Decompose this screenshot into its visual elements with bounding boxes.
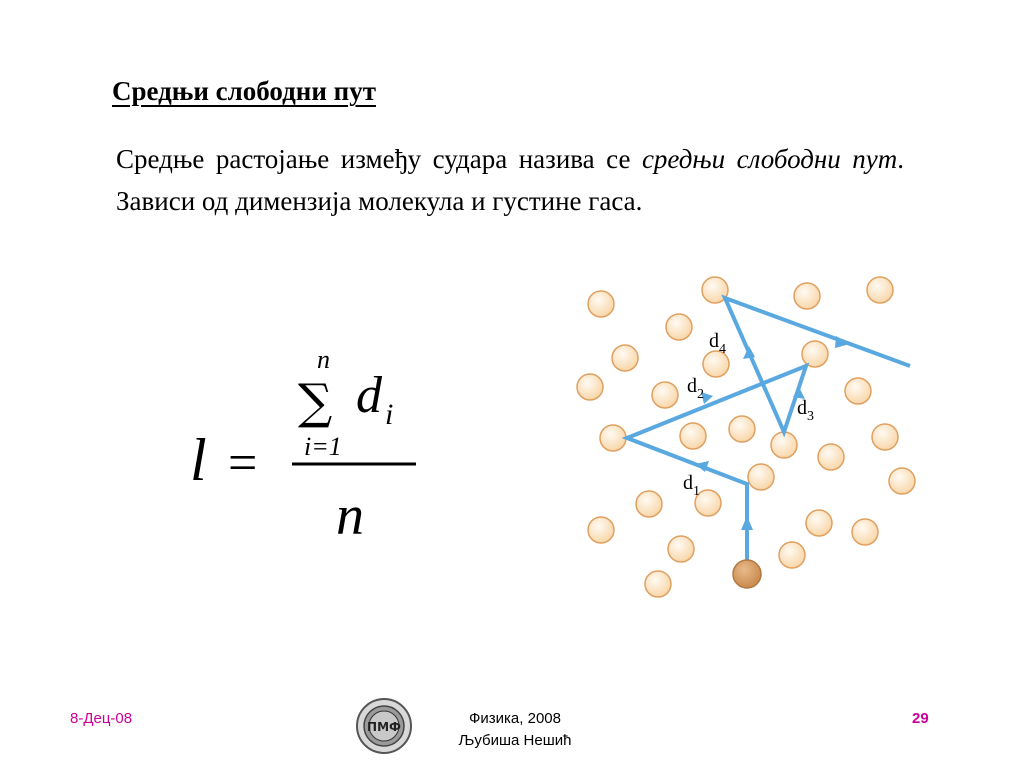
paragraph-italic-term: средњи слободни пут	[641, 144, 898, 174]
molecule	[802, 341, 828, 367]
label-d2: $d_2$	[687, 375, 704, 402]
molecule	[729, 416, 755, 442]
molecule-collision-diagram	[560, 268, 930, 608]
molecule	[668, 536, 694, 562]
body-paragraph	[116, 138, 904, 222]
faculty-logo-icon	[356, 698, 412, 754]
molecule	[794, 283, 820, 309]
molecule	[845, 378, 871, 404]
logo-text: ПМФ	[367, 720, 401, 734]
molecule	[872, 424, 898, 450]
molecule	[588, 291, 614, 317]
sum-term-subscript: i	[385, 398, 394, 431]
molecule	[652, 382, 678, 408]
label-d1: $d_1$	[683, 472, 700, 499]
formula-equals: =	[228, 435, 258, 492]
molecule	[666, 314, 692, 340]
molecule	[577, 374, 603, 400]
page-number: 29	[912, 710, 929, 727]
sum-term: d	[356, 367, 382, 424]
mean-free-path-formula	[180, 340, 430, 550]
molecule	[806, 510, 832, 536]
footer-author: Љубиша Нешић	[458, 732, 572, 749]
footer-date: 8-Дец-08	[70, 710, 133, 727]
label-d3: $d_3$	[797, 397, 814, 424]
sum-symbol: ∑	[298, 374, 333, 430]
footer-center	[435, 708, 595, 752]
arrow-icon	[743, 346, 755, 359]
paragraph-text-2: . Зависи од димензија молекула и густине гаса.	[116, 144, 904, 216]
footer-course: Физика, 2008	[469, 710, 561, 727]
molecule	[680, 423, 706, 449]
molecule	[588, 517, 614, 543]
sum-lower-limit: i=1	[304, 432, 342, 461]
arrow-icon	[741, 516, 753, 530]
tracer-molecule	[733, 560, 761, 588]
molecule	[867, 277, 893, 303]
formula-denominator: n	[336, 485, 364, 547]
sum-upper-limit: n	[317, 345, 330, 374]
molecule	[636, 491, 662, 517]
molecule	[612, 345, 638, 371]
paragraph-text-1: Средње растојање између судара назива се	[116, 144, 642, 174]
label-d4: $d_4$	[709, 330, 726, 357]
molecule	[748, 464, 774, 490]
molecule	[852, 519, 878, 545]
molecule	[889, 468, 915, 494]
molecule	[818, 444, 844, 470]
molecule	[779, 542, 805, 568]
molecule	[645, 571, 671, 597]
formula-lhs: l	[190, 427, 207, 493]
slide-title: Средњи слободни пут	[112, 76, 376, 106]
